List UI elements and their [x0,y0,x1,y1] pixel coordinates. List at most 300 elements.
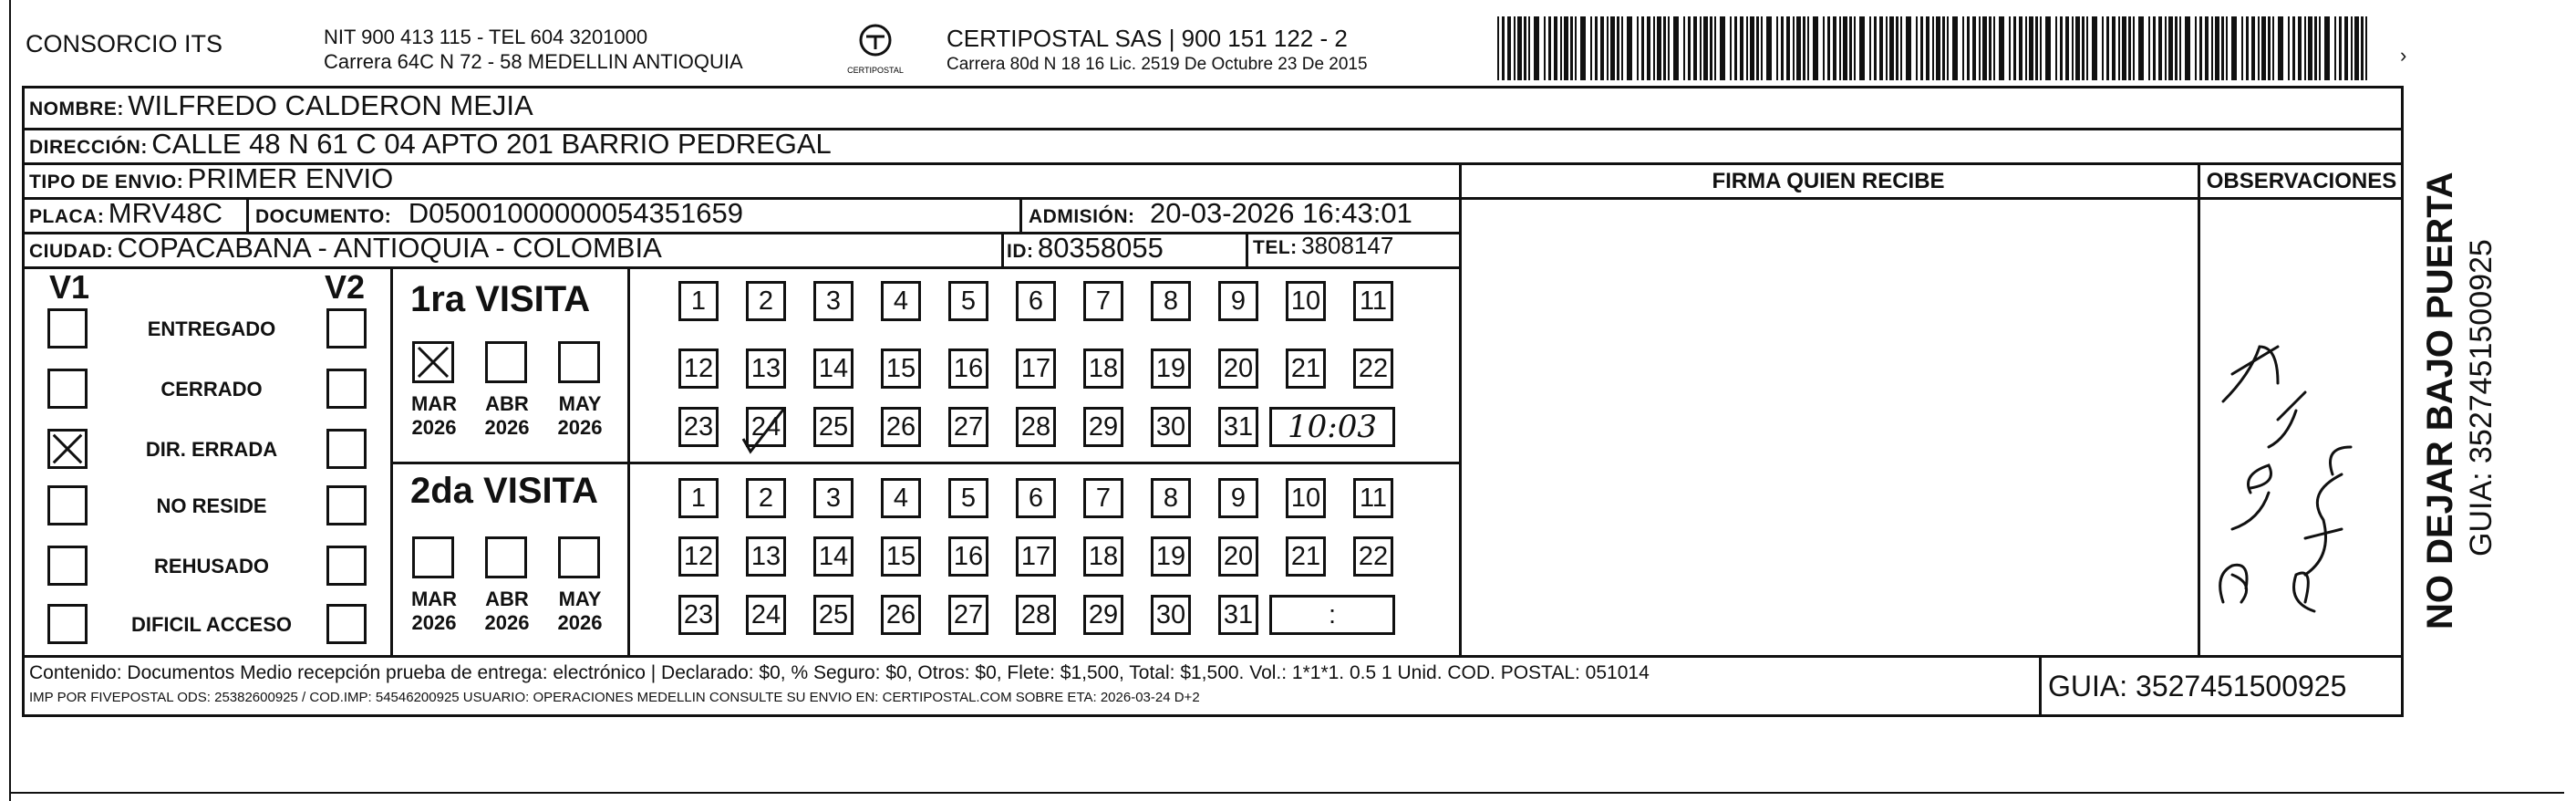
status-reason-label: ENTREGADO [147,317,276,340]
day-box[interactable] [1218,478,1258,518]
barcode-bar [1796,16,1801,80]
barcode-bar [1999,16,2004,80]
day-box[interactable] [746,478,786,518]
day-box[interactable] [746,407,786,447]
day-number: 13 [750,541,781,571]
day-box[interactable] [881,407,921,447]
day-number: 10 [1290,483,1321,513]
v2-checkbox[interactable] [326,308,367,348]
day-box[interactable] [746,536,786,577]
day-number: 15 [885,541,916,571]
barcode-bar [1854,16,1856,80]
barcode-bar [1610,16,1615,80]
v2-checkbox[interactable] [326,546,367,586]
observaciones-header: OBSERVACIONES [2206,169,2397,193]
barcode-bar [2029,16,2033,80]
day-box[interactable] [813,281,853,321]
left-edge-line [9,0,11,801]
day-box[interactable] [1083,478,1123,518]
barcode-bar [1502,16,1505,80]
ciudad-value: COPACABANA - ANTIOQUIA - COLOMBIA [117,232,662,264]
month-label: MAR [410,392,458,415]
barcode-bar [1803,16,1805,80]
barcode-bar [1859,16,1865,80]
id-label: ID: [1007,241,1034,262]
tel-field [1253,232,1393,260]
x-mark-icon [415,344,451,380]
barcode-bar [2112,16,2116,80]
day-box[interactable] [1353,348,1393,389]
nombre-label: NOMBRE: [29,99,124,120]
id-value: 80358055 [1037,232,1164,264]
direccion-label: DIRECCIÓN: [29,137,148,158]
barcode-bar [1683,16,1685,80]
footer-guia: GUIA: 3527451500925 [2048,670,2347,702]
barcode-bar [2211,16,2213,80]
day-box[interactable] [1016,281,1056,321]
barcode-bar [1874,16,1877,80]
day-number: 7 [1095,483,1112,513]
day-number: 30 [1155,411,1186,442]
day-box[interactable] [881,348,921,389]
placa-field [29,197,222,230]
barcode-bar [1575,16,1577,80]
status-reason-label: REHUSADO [154,555,269,577]
day-number: 26 [885,599,916,629]
day-box[interactable] [678,348,719,389]
barcode-bar [1776,16,1778,80]
year-label: 2026 [411,416,457,439]
day-box[interactable] [1016,536,1056,577]
time-value: 10:03 [1288,409,1377,445]
month-label: ABR [485,588,529,610]
day-number: 27 [953,599,984,629]
v1-checkbox[interactable] [47,485,88,525]
day-number: 29 [1088,411,1119,442]
day-box[interactable] [1218,348,1258,389]
barcode-bar [2025,16,2027,80]
day-box[interactable] [1218,536,1258,577]
barcode-bar [1734,16,1737,80]
day-box[interactable] [1286,348,1326,389]
barcode-bar [2199,16,2202,80]
barcode-bar [1979,16,1981,80]
day-box[interactable] [678,281,719,321]
v1-checkbox[interactable] [47,546,88,586]
direccion-value: CALLE 48 N 61 C 04 APTO 201 BARRIO PEDREGAL [151,128,832,160]
bottom-line [11,792,2564,794]
barcode-bar [1781,16,1784,80]
barcode-bar [2055,16,2057,80]
barcode-bar [1548,16,1551,80]
day-box[interactable] [948,536,988,577]
month-checkbox[interactable] [412,341,454,383]
documento-value: D05001000000054351659 [408,197,743,229]
day-box[interactable] [1353,281,1393,321]
tipo-envio-value: PRIMER ENVIO [187,162,394,194]
barcode-bar [1740,16,1743,80]
barcode-bar [2365,16,2367,80]
year-label: 2026 [411,611,457,634]
month-checkbox[interactable] [558,536,600,578]
day-number: 26 [885,411,916,442]
barcode-bar [2308,16,2312,80]
barcode-bar [1544,16,1546,80]
day-number: 12 [683,541,714,571]
admision-field [1029,197,1412,230]
day-box[interactable] [678,407,719,447]
status-reason-label: NO RESIDE [156,494,267,517]
barcode-bar [1595,16,1598,80]
day-number: 31 [1223,599,1254,629]
v1-checkbox[interactable] [47,308,88,348]
day-box[interactable] [948,407,988,447]
day-number: 17 [1020,541,1051,571]
barcode-bar [2148,16,2150,80]
year-label: 2026 [484,611,530,634]
month-label: MAY [558,392,602,415]
barcode-bar [1786,16,1790,80]
day-number: 28 [1020,599,1051,629]
barcode-bar [1720,16,1725,80]
day-box[interactable] [1353,536,1393,577]
day-box[interactable] [948,478,988,518]
barcode-bar [2215,16,2219,80]
admision-value: 20-03-2026 16:43:01 [1149,197,1412,229]
day-number: 21 [1290,541,1321,571]
barcode-bar [2045,16,2051,80]
barcode-bar [1879,16,1883,80]
barcode-bar [1793,16,1795,80]
corner-mark: › [2400,44,2407,67]
time-value: : [1328,599,1337,629]
day-box[interactable] [1083,595,1123,635]
barcode-bar [2019,16,2023,80]
nombre-value: WILFREDO CALDERON MEJIA [128,89,533,121]
day-box[interactable] [746,595,786,635]
barcode-bar [2168,16,2173,80]
barcode-bar [2075,16,2080,80]
id-field [1007,232,1164,265]
barcode-bar [1936,16,1940,80]
day-box[interactable] [1151,536,1191,577]
v1-checkbox[interactable] [47,604,88,644]
day-box[interactable] [1083,281,1123,321]
day-box[interactable] [1016,348,1056,389]
day-number: 20 [1223,353,1254,383]
day-number: 12 [683,353,714,383]
day-box[interactable] [813,595,853,635]
barcode-bar [1621,16,1623,80]
barcode-bar [1564,16,1568,80]
v1-checkbox[interactable] [47,369,88,409]
barcode-bar [2082,16,2085,80]
barcode-bar [1714,16,1716,80]
company-address: Carrera 64C N 72 - 58 MEDELLIN ANTIOQUIA [324,50,743,73]
day-number: 24 [750,599,781,629]
day-box[interactable] [746,348,786,389]
nombre-field [29,89,533,122]
day-box[interactable] [813,407,853,447]
month-checkbox[interactable] [485,341,527,383]
certipostal-logo-icon [839,20,912,77]
certipostal-address: Carrera 80d N 18 16 Lic. 2519 De Octubre 23 De 2015 [947,55,1368,74]
barcode-bar [2344,16,2348,80]
year-label: 2026 [484,416,530,439]
side-guia: GUIA: 3527451500925 [2464,239,2498,557]
barcode-bar [2268,16,2271,80]
barcode-bar [1833,16,1836,80]
barcode-bar [1849,16,1852,80]
barcode-bar [1514,16,1516,80]
admision-label: ADMISIÓN: [1029,206,1135,227]
day-box[interactable] [813,536,853,577]
footer-contenido: Contenido: Documentos Medio recepción prueba de entrega: electrónico | Declarado: $0, % Seguro: $0, Otros: $0, Flete: $1,500, Total: $1,500. Vol.: 1*1*1. 0.5 1 Unid. COD. POSTAL: 051014 [29,662,1650,683]
barcode-bar [2354,16,2359,80]
v1-header: V1 [49,268,90,306]
day-box[interactable] [1016,595,1056,635]
tipo-envio-label: TIPO DE ENVIO: [29,172,184,192]
day-box[interactable] [1016,407,1056,447]
barcode-bar [2231,16,2237,80]
day-number: 9 [1230,286,1247,316]
day-box[interactable] [1151,595,1191,635]
documento-field [255,197,743,230]
barcode-bar [1517,16,1522,80]
day-box[interactable] [1016,478,1056,518]
barcode-bar [1920,16,1923,80]
day-number: 5 [960,483,977,513]
day-number: 22 [1358,541,1389,571]
barcode-bar [2195,16,2197,80]
barcode-bar [1906,16,1911,80]
year-label: 2026 [557,611,603,634]
no-dejar-bajo-puerta: NO DEJAR BAJO PUERTA [2420,172,2460,629]
barcode-bar [1641,16,1644,80]
day-box[interactable] [881,595,921,635]
month-checkbox[interactable] [558,341,600,383]
day-number: 4 [893,483,909,513]
v1-checkbox[interactable] [47,429,88,469]
day-number: 4 [893,286,909,316]
day-number: 3 [825,483,842,513]
barcode-bar [1886,16,1888,80]
barcode-bar [2175,16,2178,80]
day-box[interactable] [1286,478,1326,518]
day-number: 10 [1290,286,1321,316]
barcode-bar [1497,16,1499,80]
barcode-bar [1673,16,1679,80]
barcode-bar [2226,16,2228,80]
barcode-bar [2122,16,2126,80]
barcode-bar [1700,16,1702,80]
day-number: 25 [818,599,849,629]
day-box[interactable] [1286,536,1326,577]
time-box[interactable] [1269,595,1395,635]
barcode-bar [1554,16,1557,80]
day-number: 31 [1223,411,1254,442]
v2-checkbox[interactable] [326,485,367,525]
day-number: 7 [1095,286,1112,316]
day-number: 19 [1155,541,1186,571]
month-checkbox[interactable] [485,536,527,578]
barcode-bar [1823,16,1825,80]
day-number: 2 [758,483,774,513]
day-box[interactable] [948,348,988,389]
day-box[interactable] [1218,281,1258,321]
day-number: 14 [818,353,849,383]
day-number: 16 [953,353,984,383]
certipostal-line: CERTIPOSTAL SAS | 900 151 122 - 2 [947,25,1348,52]
day-number: 20 [1223,541,1254,571]
day-number: 8 [1163,483,1179,513]
ciudad-field [29,232,662,265]
day-number: 13 [750,353,781,383]
v2-checkbox[interactable] [326,369,367,409]
v2-header: V2 [325,268,366,306]
barcode-bar [1972,16,1976,80]
barcode-bar [1989,16,1991,80]
barcode-bar [1693,16,1697,80]
month-label: MAR [410,588,458,610]
barcode-bar [1647,16,1650,80]
day-number: 9 [1230,483,1247,513]
barcode-bar [2106,16,2109,80]
v2-checkbox[interactable] [326,604,367,644]
day-box[interactable] [948,595,988,635]
barcode-bar [2179,16,2181,80]
barcode-bar [1900,16,1902,80]
barcode-bar [1580,16,1586,80]
day-box[interactable] [1353,478,1393,518]
day-number: 28 [1020,411,1051,442]
day-box[interactable] [678,478,719,518]
v2-checkbox[interactable] [326,429,367,469]
barcode-bar [2165,16,2167,80]
month-label: MAY [558,588,602,610]
barcode-bar [2138,16,2144,80]
documento-label: DOCUMENTO: [255,206,392,227]
day-box[interactable] [1083,407,1123,447]
barcode-bar [2009,16,2011,80]
barcode-bar [1896,16,1898,80]
day-box[interactable] [1151,348,1191,389]
day-box[interactable] [881,281,921,321]
day-number: 14 [818,541,849,571]
day-box[interactable] [1151,478,1191,518]
day-box[interactable] [1151,281,1191,321]
tel-label: TEL: [1253,237,1298,258]
day-box[interactable] [1083,348,1123,389]
barcode-bar [2040,16,2042,80]
day-number: 2 [758,286,774,316]
barcode-bar [2324,16,2330,80]
barcode-bar [1570,16,1573,80]
day-box[interactable] [813,478,853,518]
barcode-bar [1703,16,1708,80]
day-box[interactable] [881,478,921,518]
barcode-bar [1967,16,1970,80]
day-box[interactable] [678,595,719,635]
barcode-bar [2133,16,2135,80]
day-box[interactable] [1083,536,1123,577]
x-mark-icon [50,432,85,466]
barcode-bar [2118,16,2120,80]
barcode-bar [2065,16,2069,80]
barcode-bar [2278,16,2283,80]
barcode-bar [2158,16,2162,80]
barcode-bar [1993,16,1995,80]
day-box[interactable] [813,348,853,389]
barcode-bar [2258,16,2260,80]
day-box[interactable] [678,536,719,577]
barcode-bar [1761,16,1763,80]
barcode-bar [1663,16,1666,80]
barcode-bar [1617,16,1619,80]
day-box[interactable] [1218,595,1258,635]
barcode-bar [2361,16,2364,80]
placa-label: PLACA: [29,206,105,227]
barcode-bar [1590,16,1592,80]
day-number: 25 [818,411,849,442]
day-number: 23 [683,411,714,442]
direccion-field [29,128,832,161]
day-box[interactable] [881,536,921,577]
barcode-bar [1637,16,1639,80]
day-number: 30 [1155,599,1186,629]
logo-text: CERTIPOSTAL [847,66,904,75]
barcode-bar [2153,16,2156,80]
day-number: 17 [1020,353,1051,383]
barcode-bar [1507,16,1511,80]
day-number: 29 [1088,599,1119,629]
month-checkbox[interactable] [412,536,454,578]
barcode-bar [2221,16,2224,80]
barcode-bar [1710,16,1712,80]
day-number: 1 [690,483,707,513]
barcode-bar [2060,16,2063,80]
day-box[interactable] [1151,407,1191,447]
barcode-bar [2261,16,2266,80]
placa-value: MRV48C [108,197,222,229]
barcode-bar [2251,16,2255,80]
day-box[interactable] [1286,281,1326,321]
day-box[interactable] [948,281,988,321]
barcode-bar [1528,16,1530,80]
visit1-title: 1ra VISITA [410,279,591,319]
day-number: 18 [1088,541,1119,571]
footer-imp: IMP POR FIVEPOSTAL ODS: 25382600925 / COD.IMP: 54546200925 USUARIO: OPERACIONES MEDELLIN CONSULTE SU ENVIO EN: CERTIPOSTAL.COM SOBRE ETA: 2026-03-24 D+2 [29,690,1200,705]
barcode-bar [1560,16,1562,80]
barcode-bar [1869,16,1871,80]
barcode-bar [1942,16,1945,80]
barcode-bar [1730,16,1732,80]
barcode-bar [2086,16,2088,80]
status-reason-label: DIFICIL ACCESO [130,613,292,636]
day-number: 23 [683,599,714,629]
barcode-bar [1746,16,1748,80]
barcode-bar [1839,16,1841,80]
barcode-bar [1756,16,1759,80]
day-box[interactable] [746,281,786,321]
barcode-bar [1952,16,1958,80]
barcode-bar [2128,16,2131,80]
day-box[interactable] [1218,407,1258,447]
status-reason-label: CERRADO [160,378,263,400]
barcode-bar [1947,16,1949,80]
time-box[interactable] [1269,407,1395,447]
day-number: 11 [1359,286,1388,316]
